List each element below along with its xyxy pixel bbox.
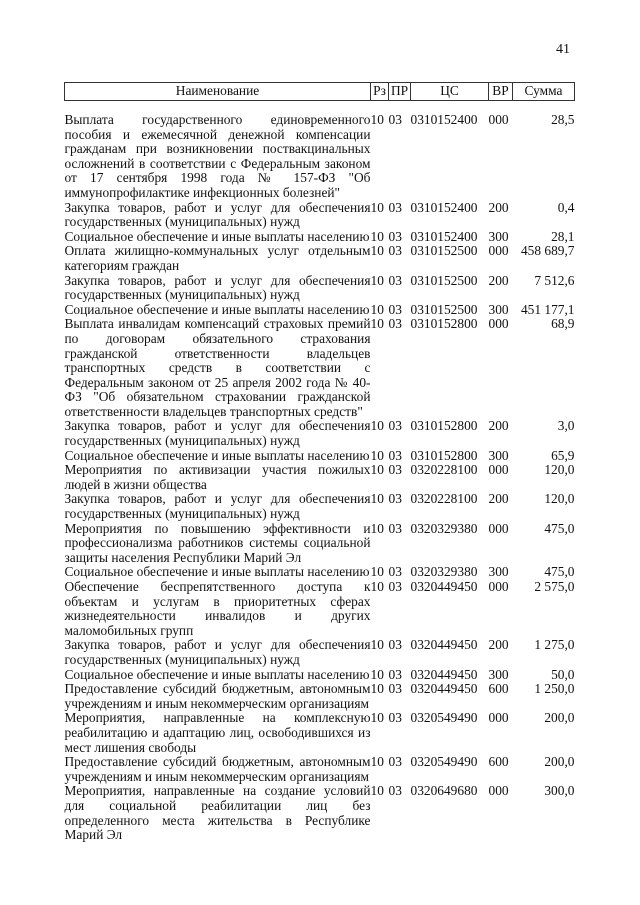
row-sum: 2 575,0	[534, 579, 575, 594]
row-name: Выплата государственного единовременного пособия и ежемесячной денежной компенсации гражданам при возникновении поствакцинальных осложнений в соответствии с Федеральным законом от 17 сентября 1998 года № 157-ФЗ "Об иммунопрофилактике инфекционных болезней"	[64, 112, 371, 200]
table-row	[65, 522, 575, 566]
row-rz: 10	[370, 710, 384, 726]
row-cs: 0310152800	[410, 418, 478, 434]
row-vr: 600	[488, 754, 509, 770]
row-sum: 28,5	[551, 112, 575, 127]
row-name: Социальное обеспечение и иные выплаты населению	[64, 301, 370, 317]
table-row	[65, 682, 575, 711]
row-cs: 0320449450	[410, 681, 478, 697]
row-pr: 03	[388, 637, 402, 653]
row-vr: 200	[488, 418, 509, 434]
table-row	[65, 638, 575, 667]
row-rz: 10	[370, 272, 384, 288]
budget-table	[64, 82, 575, 843]
table-row	[65, 668, 575, 683]
row-sum: 475,0	[544, 520, 575, 536]
row-name: Мероприятия по активизации участия пожилых людей в жизни общества	[64, 462, 371, 492]
row-cs: 0320228100	[410, 462, 478, 478]
row-sum: 458 689,7	[520, 243, 575, 259]
row-rz: 10	[370, 316, 384, 332]
row-rz: 10	[370, 754, 384, 770]
header-pr: ПР	[389, 83, 411, 101]
row-cs: 0320449450	[410, 666, 478, 682]
row-rz: 10	[370, 579, 384, 594]
table-row	[65, 274, 575, 303]
row-rz: 10	[370, 112, 384, 127]
row-name: Предоставление субсидий бюджетным, автономным учреждениям и иным некоммерческим организациям	[64, 681, 371, 711]
row-sum: 300,0	[544, 783, 575, 799]
table-row	[65, 113, 575, 201]
row-vr: 200	[488, 199, 509, 215]
header-sum: Сумма	[513, 83, 575, 101]
row-vr: 000	[488, 112, 509, 127]
table-row	[65, 449, 575, 464]
row-cs: 0320549490	[410, 754, 478, 770]
row-pr: 03	[388, 710, 402, 726]
row-vr: 000	[488, 710, 509, 726]
row-name: Социальное обеспечение и иные выплаты населению	[64, 666, 370, 682]
row-name: Обеспечение беспрепятственного доступа к объектам и услугам в приоритетных сферах жизнедеятельности инвалидов и других маломобильных групп	[64, 579, 371, 638]
table-row	[65, 230, 575, 245]
row-cs: 0320329380	[410, 520, 478, 536]
row-rz: 10	[370, 418, 384, 434]
row-vr: 000	[488, 243, 509, 259]
row-vr: 000	[488, 462, 509, 478]
row-pr: 03	[388, 579, 402, 594]
row-sum: 7 512,6	[534, 272, 575, 288]
row-pr: 03	[388, 243, 402, 259]
row-pr: 03	[388, 228, 402, 244]
row-rz: 10	[370, 783, 384, 799]
row-vr: 600	[488, 681, 509, 697]
row-pr: 03	[388, 316, 402, 332]
row-vr: 300	[488, 666, 509, 682]
table-body	[65, 101, 575, 843]
row-name: Мероприятия, направленные на создание условий для социальной реабилитации лиц без определенного места жительства в Республике Марий Эл	[64, 783, 371, 843]
table-row	[65, 711, 575, 755]
row-cs: 0310152400	[410, 228, 478, 244]
row-rz: 10	[370, 637, 384, 653]
row-vr: 000	[488, 783, 509, 799]
row-rz: 10	[370, 447, 384, 463]
header-name: Наименование	[65, 83, 371, 101]
row-name: Закупка товаров, работ и услуг для обеспечения государственных (муниципальных) нужд	[64, 199, 371, 230]
header-cs: ЦС	[411, 83, 489, 101]
row-cs: 0310152800	[410, 316, 478, 332]
row-vr: 200	[488, 272, 509, 288]
row-rz: 10	[370, 199, 384, 215]
row-rz: 10	[370, 666, 384, 682]
row-name: Социальное обеспечение и иные выплаты населению	[64, 447, 370, 463]
row-cs: 0320449450	[410, 579, 478, 594]
row-pr: 03	[388, 447, 402, 463]
row-vr: 000	[488, 316, 509, 332]
header-rz: Рз	[371, 83, 389, 101]
row-sum: 120,0	[544, 462, 575, 478]
table-row	[65, 565, 575, 580]
row-pr: 03	[388, 112, 402, 127]
row-sum: 50,0	[551, 666, 575, 682]
row-vr: 300	[488, 447, 509, 463]
table-row	[65, 244, 575, 273]
row-sum: 3,0	[557, 418, 575, 434]
table-row	[65, 201, 575, 230]
row-sum: 1 250,0	[534, 681, 575, 697]
row-pr: 03	[388, 199, 402, 215]
row-sum: 200,0	[544, 710, 575, 726]
table-row	[65, 419, 575, 448]
row-name: Мероприятия по повышению эффективности и профессионализма работников системы социальной защиты населения Республики Марий Эл	[64, 520, 371, 565]
row-pr: 03	[388, 564, 402, 580]
row-vr: 300	[488, 301, 509, 317]
row-sum: 475,0	[544, 564, 575, 580]
row-cs: 0310152400	[410, 199, 478, 215]
table-row	[65, 303, 575, 318]
table-row	[65, 580, 575, 638]
row-name: Предоставление субсидий бюджетным, автономным учреждениям и иным некоммерческим организациям	[64, 754, 371, 784]
row-pr: 03	[388, 491, 402, 507]
row-sum: 120,0	[544, 491, 575, 507]
row-cs: 0320549490	[410, 710, 478, 726]
row-vr: 300	[488, 228, 509, 244]
row-sum: 65,9	[551, 447, 575, 463]
row-vr: 000	[488, 579, 509, 594]
row-cs: 0320449450	[410, 637, 478, 653]
row-pr: 03	[388, 520, 402, 536]
row-cs: 0320649680	[410, 783, 478, 799]
row-name: Выплата инвалидам компенсаций страховых премий по договорам обязательного страхования гражданской ответственности владельцев транспортных средств в соответствии с Федеральным законом от 25 апреля 2002 года № 40-ФЗ "Об обязательном страховании гражданской ответственности владельцев транспортных средств"	[64, 316, 371, 419]
row-cs: 0310152500	[410, 301, 478, 317]
row-rz: 10	[370, 462, 384, 478]
row-rz: 10	[370, 243, 384, 259]
row-name: Закупка товаров, работ и услуг для обеспечения государственных (муниципальных) нужд	[64, 637, 371, 667]
table-header	[65, 83, 575, 101]
row-pr: 03	[388, 666, 402, 682]
row-rz: 10	[370, 520, 384, 536]
row-pr: 03	[388, 754, 402, 770]
table-row	[65, 317, 575, 419]
row-vr: 300	[488, 564, 509, 580]
row-vr: 200	[488, 491, 509, 507]
row-cs: 0310152800	[410, 447, 478, 463]
row-rz: 10	[370, 228, 384, 244]
row-name: Социальное обеспечение и иные выплаты населению	[64, 564, 370, 580]
row-rz: 10	[370, 301, 384, 317]
page-number: 41	[556, 42, 570, 57]
row-cs: 0320329380	[410, 564, 478, 580]
row-rz: 10	[370, 564, 384, 580]
row-vr: 200	[488, 637, 509, 653]
row-name: Социальное обеспечение и иные выплаты населению	[64, 228, 370, 244]
row-name: Оплата жилищно-коммунальных услуг отдельным категориям граждан	[64, 243, 371, 273]
row-pr: 03	[388, 681, 402, 697]
table-row	[65, 463, 575, 492]
header-vr: ВР	[489, 83, 513, 101]
row-name: Мероприятия, направленные на комплексную реабилитацию и адаптацию лиц, освободившихся из мест лишения свободы	[64, 710, 371, 755]
row-name: Закупка товаров, работ и услуг для обеспечения государственных (муниципальных) нужд	[64, 418, 371, 449]
row-name: Закупка товаров, работ и услуг для обеспечения государственных (муниципальных) нужд	[64, 491, 371, 522]
row-sum: 28,1	[551, 228, 575, 244]
row-sum: 0,4	[557, 199, 575, 215]
row-pr: 03	[388, 301, 402, 317]
row-name: Закупка товаров, работ и услуг для обеспечения государственных (муниципальных) нужд	[64, 272, 371, 303]
row-cs: 0310152500	[410, 243, 478, 259]
table-row	[65, 492, 575, 521]
row-sum: 451 177,1	[520, 301, 575, 317]
row-pr: 03	[388, 272, 402, 288]
row-sum: 200,0	[544, 754, 575, 770]
row-vr: 000	[488, 520, 509, 536]
row-cs: 0310152500	[410, 272, 478, 288]
row-pr: 03	[388, 783, 402, 799]
table-row	[65, 755, 575, 784]
row-sum: 1 275,0	[534, 637, 575, 653]
row-pr: 03	[388, 462, 402, 478]
row-pr: 03	[388, 418, 402, 434]
row-rz: 10	[370, 491, 384, 507]
row-cs: 0310152400	[410, 112, 478, 127]
row-rz: 10	[370, 681, 384, 697]
row-sum: 68,9	[551, 316, 575, 332]
row-cs: 0320228100	[410, 491, 478, 507]
table-row	[65, 784, 575, 842]
